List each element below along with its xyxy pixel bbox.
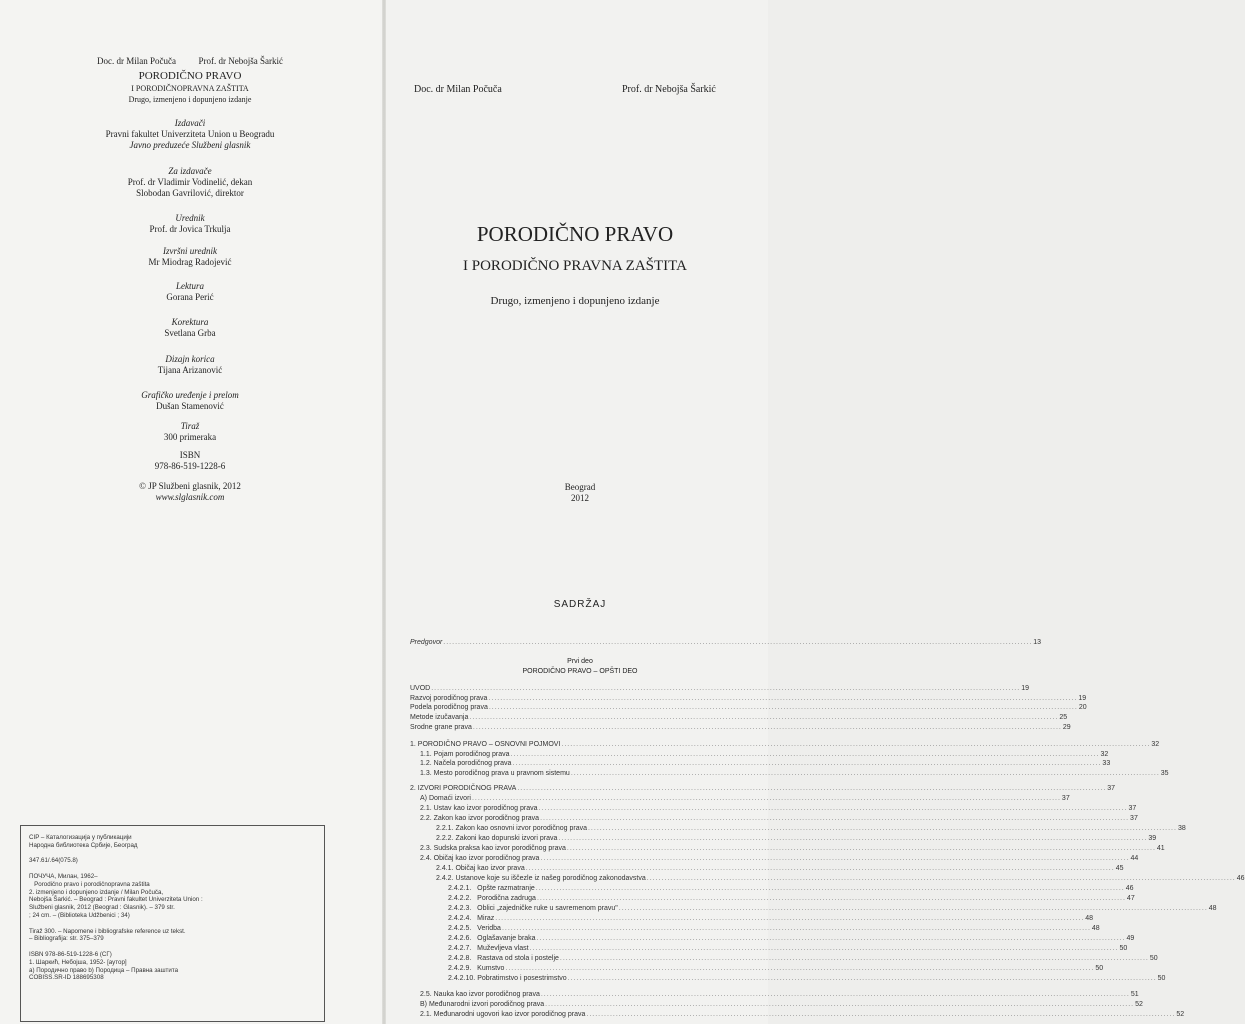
- toc-entry-page: 19: [1021, 685, 1029, 692]
- toc-entry-label: 2.4.1. Običaj kao izvor prava: [436, 865, 525, 872]
- credit-line: Mr Miodrag Radojević: [148, 257, 232, 267]
- toc-entry-page: 19: [1078, 695, 1087, 702]
- toc-entry: [448, 904, 1217, 913]
- toc-entry-page: 32: [1151, 741, 1160, 748]
- credit-role: Dizajn korica: [165, 354, 215, 364]
- credit-line: Pravni fakultet Univerziteta Union u Beogradu: [105, 129, 275, 139]
- toc-entry-label: A) Domaći izvori: [420, 795, 471, 802]
- toc-entry-page: 29: [1062, 724, 1071, 731]
- toc-entry-label: 2.4. Običaj kao izvor porodičnog prava: [420, 855, 540, 862]
- cip-line: [29, 865, 318, 873]
- toc-entry-page: 52: [1176, 1011, 1185, 1018]
- toc-entry-page: 25: [1059, 714, 1068, 721]
- right-author-2: Prof. dr Nebojša Šarkić: [622, 84, 716, 95]
- cip-line: ; 24 cm. – (Biblioteka Udžbenici ; 34): [29, 911, 130, 919]
- credit-executive-editor: [40, 246, 340, 268]
- toc-leader-dots: ........................................................................................................................................................................................................: [538, 805, 1128, 812]
- toc-entry-label: Predgovor: [410, 639, 443, 646]
- toc-entry-label: 2.5. Nauka kao izvor porodičnog prava: [420, 991, 540, 998]
- toc-entry-label: UVOD: [410, 685, 431, 692]
- part-label: Prvi deo: [567, 658, 593, 665]
- cip-line: Народна библиотека Србије, Београд: [29, 841, 138, 849]
- cip-line: 2. izmenjeno i dopunjeno izdanje / Milan Počuča,: [29, 888, 164, 896]
- toc-entry-label: 2.2. Zakon kao izvor porodičnog prava: [420, 815, 540, 822]
- isbn-block: [40, 450, 340, 472]
- toc-leader-dots: ........................................................................................................................................................................................................: [529, 945, 1119, 952]
- toc-entry-label: 2.4.2.5. Veridba: [448, 925, 501, 932]
- left-edition: Drugo, izmenjeno i dopunjeno izdanje: [128, 95, 252, 104]
- toc-entry-page: 41: [1156, 845, 1165, 852]
- toc-entry: [448, 954, 1158, 963]
- toc-entry-page: 51: [1130, 991, 1139, 998]
- credit-role: Za izdavače: [168, 166, 212, 176]
- toc-entry: [410, 784, 1116, 793]
- credit-proofreading: [40, 281, 340, 303]
- cip-line: – Bibliografija: str. 375–379: [29, 935, 104, 943]
- toc-entry-page: 50: [1149, 955, 1158, 962]
- toc-entry: [410, 684, 1029, 693]
- toc-entry: [448, 934, 1135, 943]
- toc-leader-dots: ........................................................................................................................................................................................................: [536, 895, 1126, 902]
- toc-entry-label: Podela porodičnog prava: [410, 704, 488, 711]
- toc-entry-label: Razvoj porodičnog prava: [410, 695, 488, 702]
- toc-leader-dots: ........................................................................................................................................................................................................: [545, 1001, 1135, 1008]
- toc-leader-dots: ........................................................................................................................................................................................................: [488, 695, 1078, 702]
- toc-entry-label: 1.3. Mesto porodičnog prava u pravnom sistemu: [420, 770, 570, 777]
- toc-leader-dots: ........................................................................................................................................................................................................: [587, 825, 1177, 832]
- toc-entry-label: 2.4.2.2. Porodična zadruga: [448, 895, 536, 902]
- toc-leader-dots: ........................................................................................................................................................................................................: [567, 975, 1157, 982]
- credit-role: Izvršni urednik: [163, 246, 217, 256]
- toc-leader-dots: ........................................................................................................................................................................................................: [501, 925, 1091, 932]
- toc-entry: [420, 750, 1109, 759]
- credit-role: Grafičko uređenje i prelom: [141, 390, 239, 400]
- credit-for-publishers: [40, 166, 340, 199]
- toc-entry-label: 2.4.2.8. Rastava od stola i postelje: [448, 955, 559, 962]
- credit-line: Svetlana Grba: [164, 328, 216, 338]
- book-gutter: [382, 0, 386, 1024]
- toc-entry: [420, 814, 1138, 823]
- left-subtitle: I PORODIČNOPRAVNA ZAŠTITA: [131, 84, 249, 93]
- right-edition: Drugo, izmenjeno i dopunjeno izdanje: [490, 295, 660, 307]
- toc-entry: [420, 990, 1139, 999]
- toc-entry-page: 35: [1160, 770, 1169, 777]
- toc-entry-label: 2.4.2.7. Muževljeva vlast: [448, 945, 529, 952]
- toc-entry: [410, 713, 1068, 722]
- toc-leader-dots: ........................................................................................................................................................................................................: [472, 724, 1062, 731]
- credit-line: Tijana Arizanović: [157, 365, 223, 375]
- toc-entry-page: 45: [1115, 865, 1124, 872]
- toc-entry-label: 2.4.2.10. Pobratimstvo i posestrimstvo: [448, 975, 567, 982]
- toc-entry-page: 13: [1033, 639, 1042, 646]
- cip-line: 1. Шаркић, Небојша, 1952- [аутор]: [29, 958, 127, 966]
- toc-leader-dots: ........................................................................................................................................................................................................: [443, 639, 1033, 646]
- credit-editor: [40, 213, 340, 235]
- toc-leader-dots: ........................................................................................................................................................................................................: [510, 751, 1100, 758]
- toc-leader-dots: ........................................................................................................................................................................................................: [566, 845, 1156, 852]
- toc-leader-dots: ........................................................................................................................................................................................................: [505, 965, 1095, 972]
- toc-entry: [448, 974, 1166, 983]
- toc-entry: [448, 944, 1128, 953]
- copyright-block: [40, 481, 340, 503]
- toc-entry-label: 2.3. Sudska praksa kao izvor porodičnog prava: [420, 845, 566, 852]
- credit-line: 300 primeraka: [163, 432, 217, 442]
- toc-entry: [448, 894, 1135, 903]
- copyright-line: © JP Službeni glasnik, 2012: [139, 481, 241, 491]
- toc-entry-page: 37: [1128, 805, 1137, 812]
- toc-leader-dots: ........................................................................................................................................................................................................: [561, 741, 1151, 748]
- cip-line: Tiraž 300. – Napomene i bibliografske reference uz tekst.: [29, 927, 186, 935]
- toc-entry-label: 2.1. Međunarodni ugovori kao izvor porodičnog prava: [420, 1011, 586, 1018]
- credit-line: Slobodan Gavrilović, direktor: [136, 188, 244, 198]
- left-title: PORODIČNO PRAVO: [138, 70, 242, 82]
- credit-line: Prof. dr Jovica Trkulja: [149, 224, 231, 234]
- toc-leader-dots: ........................................................................................................................................................................................................: [570, 770, 1160, 777]
- toc-leader-dots: ........................................................................................................................................................................................................: [540, 815, 1130, 822]
- toc-entry-label: 2.2.2. Zakoni kao dopunski izvori prava: [436, 835, 558, 842]
- toc-entry: [436, 874, 1245, 883]
- isbn-label: ISBN: [179, 450, 201, 460]
- toc-entry-label: Srodne grane prava: [410, 724, 472, 731]
- credit-line: Javno preduzeće Službeni glasnik: [129, 140, 251, 150]
- toc-entry: [436, 824, 1186, 833]
- toc-leader-dots: ........................................................................................................................................................................................................: [535, 885, 1125, 892]
- cip-record-box: [20, 825, 325, 1022]
- cip-line: ISBN 978-86-519-1228-6 (СГ): [29, 950, 112, 958]
- cip-line: 347.61/.64(075.8): [29, 857, 78, 865]
- toc-entry-page: 32: [1100, 751, 1109, 758]
- toc-entry-label: B) Međunarodni izvori porodičnog prava: [420, 1001, 545, 1008]
- toc-entry-page: 48: [1208, 905, 1217, 912]
- toc-entry-label: 2.4.2.1. Opšte razmatranje: [448, 885, 535, 892]
- cip-line: Porodično pravo i porodičnopravna zaštita: [29, 880, 150, 888]
- toc-leader-dots: ........................................................................................................................................................................................................: [586, 1011, 1176, 1018]
- toc-entry: [436, 834, 1157, 843]
- toc-leader-dots: ........................................................................................................................................................................................................: [488, 704, 1078, 711]
- cip-line: Službeni glasnik, 2012 (Beograd : Glasnik). – 379 str.: [29, 904, 175, 912]
- toc-entry-label: 1.2. Načela porodičnog prava: [420, 760, 512, 767]
- cip-line: [29, 943, 318, 951]
- toc-entry: [410, 694, 1087, 703]
- toc-entry: [420, 759, 1111, 768]
- credit-line: Dušan Stamenović: [156, 401, 224, 411]
- toc-leader-dots: ........................................................................................................................................................................................................: [469, 714, 1059, 721]
- toc-entry-page: 48: [1085, 915, 1094, 922]
- toc-entry: [420, 804, 1137, 813]
- toc-entry-page: 47: [1126, 895, 1135, 902]
- toc-entry-page: 49: [1126, 935, 1135, 942]
- toc-entry: [448, 964, 1104, 973]
- toc-entry-page: 50: [1119, 945, 1128, 952]
- credit-correction: [40, 317, 340, 339]
- credit-print-run: [40, 421, 340, 443]
- toc-entry-page: 50: [1095, 965, 1104, 972]
- toc-leader-dots: ........................................................................................................................................................................................................: [559, 955, 1149, 962]
- toc-entry-page: 46: [1236, 875, 1245, 882]
- toc-entry-label: 2.1. Ustav kao izvor porodičnog prava: [420, 805, 538, 812]
- toc-entry-label: 2.4.2.6. Oglašavanje braka: [448, 935, 536, 942]
- toc-entry-label: 2.2.1. Zakon kao osnovni izvor porodičnog prava: [436, 825, 587, 832]
- toc-entry-label: 2.4.2.4. Miraz: [448, 915, 495, 922]
- toc-leader-dots: ........................................................................................................................................................................................................: [558, 835, 1148, 842]
- toc-entry-label: 1.1. Pojam porodičnog prava: [420, 751, 510, 758]
- toc-entry-label: 1. PORODIČNO PRAVO – OSNOVNI POJMOVI: [410, 741, 561, 748]
- toc-leader-dots: ........................................................................................................................................................................................................: [525, 865, 1115, 872]
- credit-line: Gorana Perić: [166, 292, 214, 302]
- isbn-number: 978-86-519-1228-6: [154, 461, 226, 471]
- right-subtitle: I PORODIČNO PRAVNA ZAŠTITA: [463, 258, 687, 274]
- toc-entry-label: Metode izučavanja: [410, 714, 469, 721]
- toc-entry-page: 37: [1107, 785, 1116, 792]
- credit-role: Izdavači: [174, 118, 206, 128]
- toc-entry-page: 46: [1125, 885, 1134, 892]
- toc-entry-page: 20: [1078, 704, 1087, 711]
- toc-leader-dots: ........................................................................................................................................................................................................: [431, 685, 1021, 692]
- toc-leader-dots: ........................................................................................................................................................................................................: [512, 760, 1102, 767]
- toc-leader-dots: ........................................................................................................................................................................................................: [495, 915, 1085, 922]
- website-line: www.slglasnik.com: [155, 492, 225, 502]
- toc-entry-page: 50: [1157, 975, 1166, 982]
- toc-heading: SADRŽAJ: [553, 599, 607, 610]
- toc-entry: [448, 884, 1134, 893]
- cip-line: COBISS.SR-ID 188695308: [29, 974, 104, 982]
- toc-entry-label: 2.4.2. Ustanove koje su iščezle iz našeg porodičnog zakonodavstva: [436, 875, 646, 882]
- cip-line: ПОЧУЧА, Милан, 1962–: [29, 872, 98, 880]
- toc-entry: [420, 844, 1165, 853]
- toc-entry: [410, 740, 1160, 749]
- toc-entry-page: 37: [1130, 815, 1138, 822]
- toc-entry: [448, 914, 1094, 923]
- toc-entry-page: 52: [1135, 1001, 1143, 1008]
- cip-line: Nebojša Šarkić. – Beograd : Pravni fakultet Univerziteta Union :: [29, 896, 203, 904]
- toc-entry: [410, 703, 1087, 712]
- toc-entry-label: 2.4.2.9. Kumstvo: [448, 965, 505, 972]
- right-city: Beograd: [564, 482, 596, 492]
- part-title: PORODIČNO PRAVO – OPŠTI DEO: [522, 668, 638, 675]
- toc-entry: [436, 864, 1124, 873]
- toc-entry-page: 38: [1177, 825, 1186, 832]
- toc-entry-page: 44: [1130, 855, 1139, 862]
- toc-leader-dots: ........................................................................................................................................................................................................: [540, 855, 1130, 862]
- right-year: 2012: [571, 493, 589, 503]
- credit-role: Urednik: [175, 213, 205, 223]
- credit-publishers: [40, 118, 340, 151]
- toc-entry-page: 37: [1061, 795, 1070, 802]
- toc-leader-dots: ........................................................................................................................................................................................................: [517, 785, 1107, 792]
- cip-line: а) Породично право b) Породица – Правна заштита: [29, 966, 179, 974]
- toc-entry-page: 33: [1102, 760, 1111, 767]
- toc-entry: [420, 854, 1139, 863]
- credit-line: Prof. dr Vladimir Vodinelić, dekan: [127, 177, 253, 187]
- toc-leader-dots: ........................................................................................................................................................................................................: [536, 935, 1126, 942]
- toc-leader-dots: ........................................................................................................................................................................................................: [471, 795, 1061, 802]
- toc-entry-page: 39: [1148, 835, 1157, 842]
- credit-cover-design: [40, 354, 340, 376]
- credit-role: Lektura: [176, 281, 204, 291]
- toc-entry-label: 2.4.2.3. Oblici „zajedničke ruke u savremenom pravu": [448, 905, 618, 912]
- right-title: PORODIČNO PRAVO: [476, 222, 674, 246]
- toc-entry: [410, 638, 1042, 647]
- cip-line: [29, 850, 318, 858]
- toc-entry: [420, 1010, 1185, 1019]
- credit-role: Korektura: [171, 317, 209, 327]
- toc-entry: [448, 924, 1100, 933]
- toc-leader-dots: ........................................................................................................................................................................................................: [646, 875, 1236, 882]
- cip-line: [29, 920, 318, 928]
- toc-leader-dots: ........................................................................................................................................................................................................: [540, 991, 1130, 998]
- credit-layout: [40, 390, 340, 412]
- credit-role: Tiraž: [180, 421, 200, 431]
- right-author-1: Doc. dr Milan Počuča: [414, 84, 502, 95]
- toc-entry: [420, 794, 1070, 803]
- toc-entry: [420, 769, 1169, 778]
- toc-entry: [420, 1000, 1143, 1009]
- left-authors: Doc. dr Milan Počuča Prof. dr Nebojša Šarkić: [97, 56, 283, 66]
- cip-line: CIP – Каталогизација у публикацији: [29, 834, 132, 841]
- toc-entry-label: 2. IZVORI PORODIČNOG PRAVA: [410, 785, 517, 792]
- toc-entry-page: 48: [1091, 925, 1100, 932]
- toc-entry: [410, 723, 1071, 732]
- toc-leader-dots: ........................................................................................................................................................................................................: [618, 905, 1208, 912]
